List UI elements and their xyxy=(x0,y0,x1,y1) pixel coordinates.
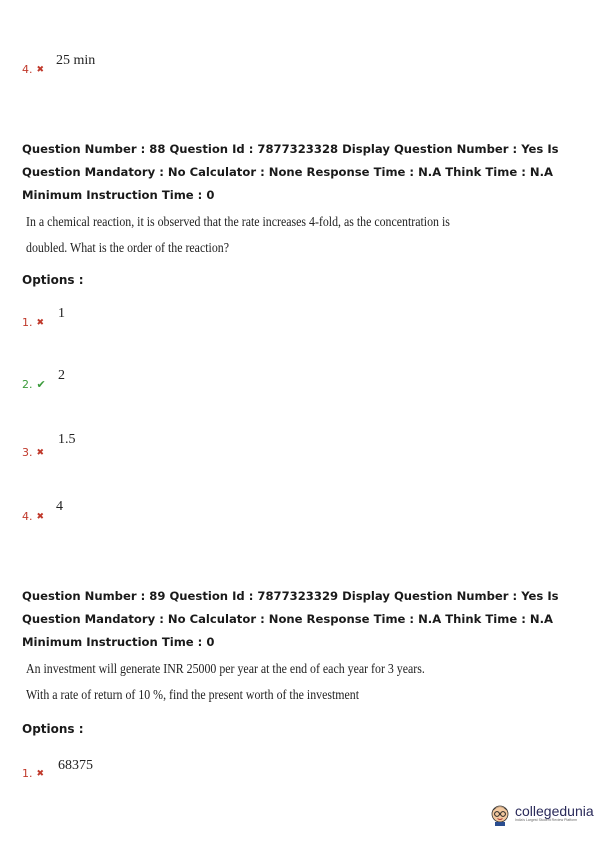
option-number xyxy=(22,767,44,780)
collegedunia-logo xyxy=(489,800,594,826)
cross-icon: ✖ xyxy=(36,317,45,328)
options-label: Options : xyxy=(22,722,84,736)
option-value: 2 xyxy=(58,368,65,383)
option-number-label: 4. xyxy=(22,63,33,76)
logo-wordmark: collegedunia xyxy=(515,802,594,819)
options-label: Options : xyxy=(22,273,84,287)
question-text-line: With a rate of return of 10 %, find the present worth of the investment xyxy=(26,687,360,702)
option-number xyxy=(22,63,44,76)
cross-icon: ✖ xyxy=(36,447,45,458)
option-number-label: 1. xyxy=(22,767,33,780)
question-text xyxy=(26,656,479,708)
option-number-label: 4. xyxy=(22,510,33,523)
option-number xyxy=(22,446,44,459)
cross-icon: ✖ xyxy=(36,768,45,779)
cross-icon: ✖ xyxy=(36,64,45,75)
check-icon: ✔ xyxy=(36,378,46,391)
cross-icon: ✖ xyxy=(36,511,45,522)
student-mascot-icon xyxy=(489,800,511,826)
option-value: 1.5 xyxy=(58,432,76,447)
option-number-label: 2. xyxy=(22,378,33,391)
question-text xyxy=(26,209,508,261)
question-header: Question Number : 89 Question Id : 7877323329 Display Question Number : Yes Is Question Mandatory : No Calculator : None Response Time : N.A Think Time : N.A Minimum Instruction Time : 0 xyxy=(22,589,559,649)
option-number-label: 1. xyxy=(22,316,33,329)
question-text-line: In a chemical reaction, it is observed that the rate increases 4-fold, as the concentration is xyxy=(26,214,450,229)
question-text-line: doubled. What is the order of the reaction? xyxy=(26,240,229,255)
option-value: 4 xyxy=(56,499,63,514)
option-number xyxy=(22,510,44,523)
option-number xyxy=(22,316,44,329)
option-value: 25 min xyxy=(56,53,96,68)
question-header: Question Number : 88 Question Id : 7877323328 Display Question Number : Yes Is Question Mandatory : No Calculator : None Response Time : N.A Think Time : N.A Minimum Instruction Time : 0 xyxy=(22,142,559,202)
option-value: 1 xyxy=(58,306,65,321)
option-value: 68375 xyxy=(58,758,93,773)
question-text-line: An investment will generate INR 25000 per year at the end of each year for 3 years. xyxy=(26,661,425,676)
option-number xyxy=(22,378,46,391)
logo-tagline: India's Largest Student Review Platform xyxy=(515,817,578,822)
option-number-label: 3. xyxy=(22,446,33,459)
